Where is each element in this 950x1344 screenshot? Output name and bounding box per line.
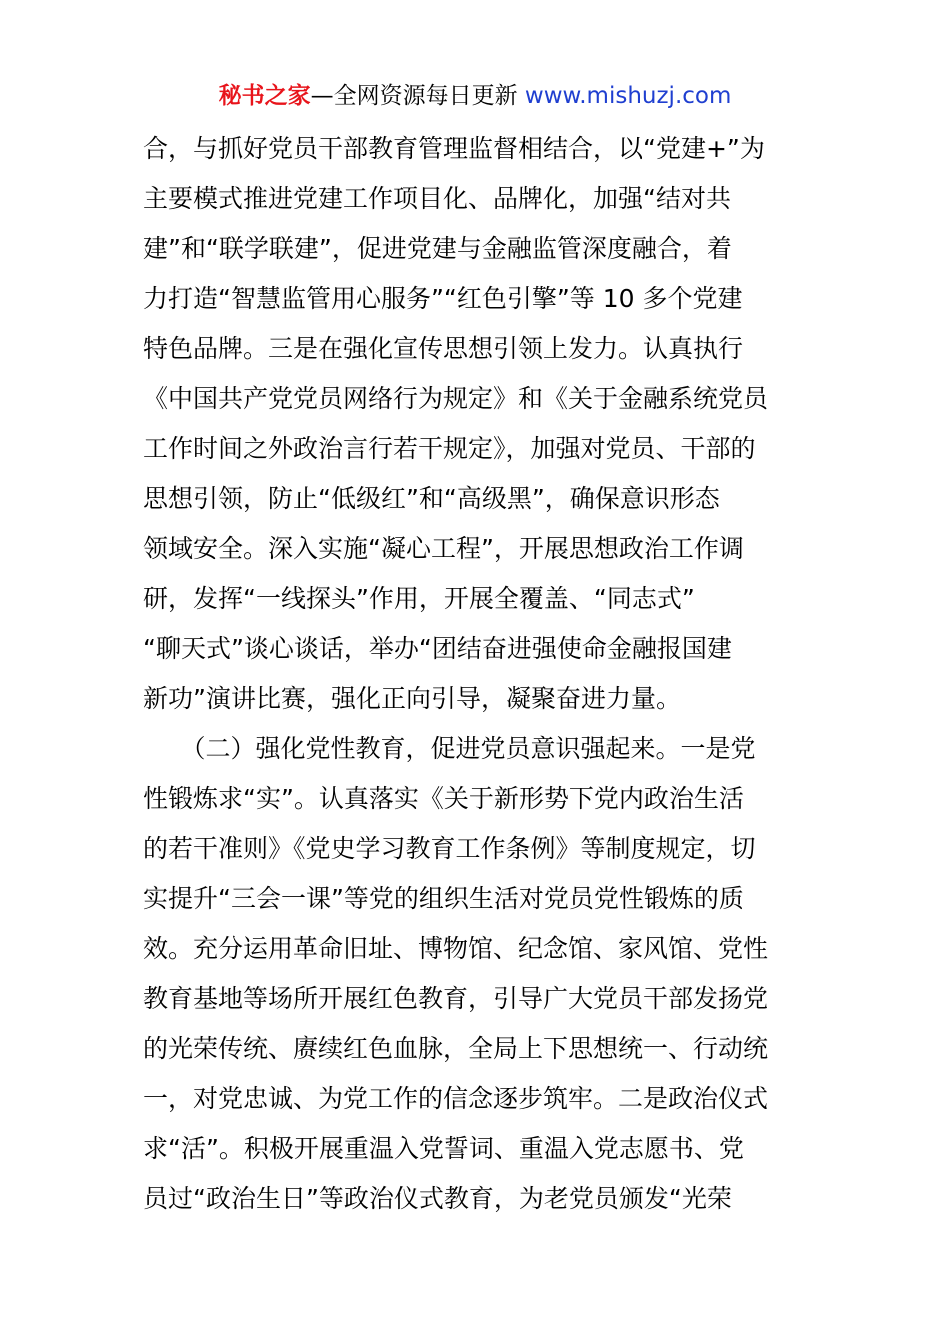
text-line: 一，对党忠诚、为党工作的信念逐步筑牢。二是政治仪式: [143, 1084, 769, 1113]
site-tagline: —全网资源每日更新: [310, 83, 525, 109]
site-url-link[interactable]: www.mishuzj.com: [524, 83, 732, 109]
text-line: 建”和“联学联建”，促进党建与金融监管深度融合，着: [143, 234, 732, 263]
text-line: 的光荣传统、赓续红色血脉，全局上下思想统一、行动统: [143, 1034, 769, 1063]
text-line: 研，发挥“一线探头”作用，开展全覆盖、“同志式”: [143, 584, 695, 613]
text-line: 《中国共产党党员网络行为规定》和《关于金融系统党员: [143, 384, 769, 413]
section-heading-line: （二）强化党性教育，促进党员意识强起来。一是党: [143, 734, 756, 763]
text-line: 思想引领，防止“低级红”和“高级黑”，确保意识形态: [143, 484, 720, 513]
text-line: 新功”演讲比赛，强化正向引导，凝聚奋进力量。: [143, 684, 681, 713]
text-line: 特色品牌。三是在强化宣传思想引领上发力。认真执行: [143, 334, 744, 363]
text-line: 工作时间之外政治言行若干规定》，加强对党员、干部的: [143, 434, 756, 463]
text-line: 力打造“智慧监管用心服务”“红色引擎”等 10 多个党建: [143, 284, 743, 313]
text-line: 合，与抓好党员干部教育管理监督相结合，以“党建+”为: [143, 134, 765, 163]
text-line: 教育基地等场所开展红色教育，引导广大党员干部发扬党: [143, 984, 769, 1013]
text-line: 的若干准则》《党史学习教育工作条例》等制度规定，切: [143, 834, 756, 863]
text-line: “聊天式”谈心谈话，举办“团结奋进强使命金融报国建: [143, 634, 732, 663]
document-body: [143, 124, 813, 1224]
text-line: 性锻炼求“实”。认真落实《关于新形势下党内政治生活: [143, 784, 744, 813]
text-line: 领域安全。深入实施“凝心工程”，开展思想政治工作调: [143, 534, 744, 563]
text-line: 实提升“三会一课”等党的组织生活对党员党性锻炼的质: [143, 884, 744, 913]
text-line: 主要模式推进党建工作项目化、品牌化，加强“结对共: [143, 184, 731, 213]
text-line: 效。充分运用革命旧址、博物馆、纪念馆、家风馆、党性: [143, 934, 769, 963]
site-header: [0, 80, 950, 112]
text-line: 员过“政治生日”等政治仪式教育，为老党员颁发“光荣: [143, 1184, 732, 1213]
site-brand: 秘书之家: [218, 83, 311, 109]
text-line: 求“活”。积极开展重温入党誓词、重温入党志愿书、党: [143, 1134, 744, 1163]
